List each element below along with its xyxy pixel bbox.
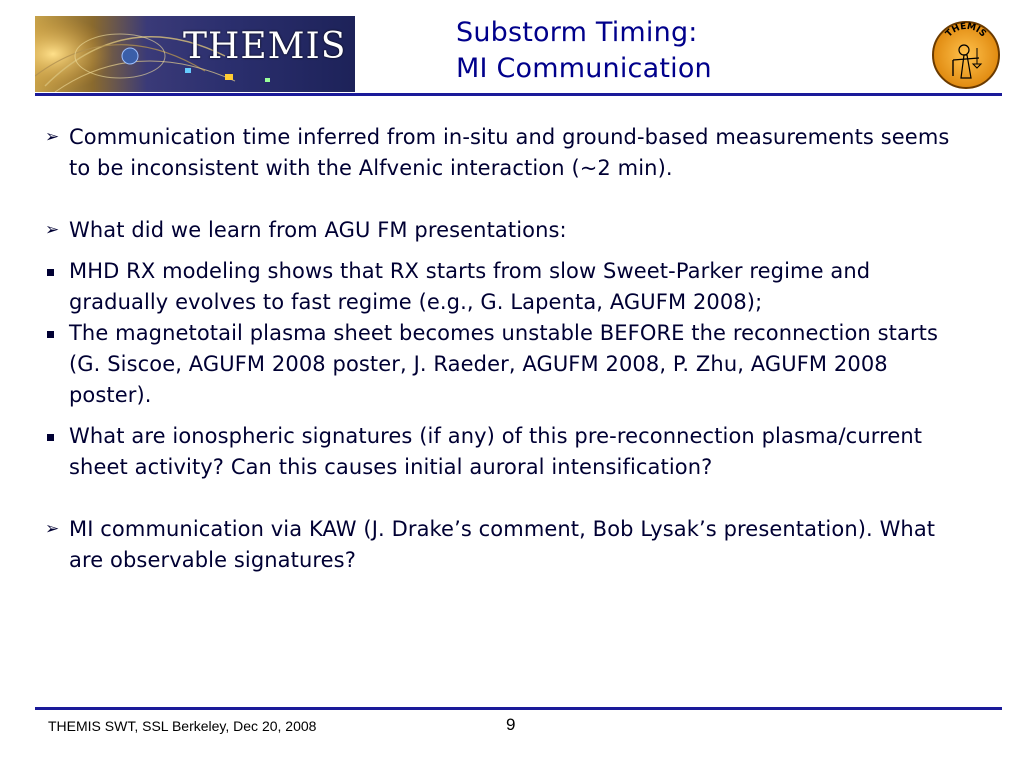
header-rule xyxy=(35,93,1002,96)
footer-rule xyxy=(35,707,1002,710)
slide-title xyxy=(456,15,712,87)
list-item xyxy=(45,318,975,411)
page-number: 9 xyxy=(506,715,516,734)
slide-body xyxy=(45,122,975,576)
themis-banner-image xyxy=(35,16,355,92)
square-bullet-icon xyxy=(47,269,54,276)
list-item xyxy=(45,421,975,483)
list-item-text: The magnetotail plasma sheet becomes unstable BEFORE the reconnection starts (G. Siscoe, AGUFM 2008 poster, J. Raeder, AGUFM 2008, P. Zhu, AGUFM 2008 poster). xyxy=(69,321,939,407)
square-bullet-icon xyxy=(47,434,54,441)
themis-logo xyxy=(931,20,1001,90)
list-item xyxy=(45,256,975,318)
list-item-text: MI communication via KAW (J. Drake’s comment, Bob Lysak’s presentation). What are observable signatures? xyxy=(69,517,936,572)
arrow-bullet-icon: ➢ xyxy=(45,220,60,240)
list-item-text: What are ionospheric signatures (if any) of this pre-reconnection plasma/current sheet activity? Can this causes initial auroral intensification? xyxy=(69,424,923,479)
list-item xyxy=(45,215,975,246)
list-item-text: What did we learn from AGU FM presentations: xyxy=(69,218,567,242)
list-item xyxy=(45,514,975,576)
slide-title-line2: MI Communication xyxy=(456,53,712,84)
arrow-bullet-icon: ➢ xyxy=(45,519,60,539)
square-bullet-icon xyxy=(47,331,54,338)
banner-title: THEMIS xyxy=(183,26,347,67)
arrow-bullet-icon: ➢ xyxy=(45,127,60,147)
list-item xyxy=(45,122,975,184)
slide-title-line1: Substorm Timing: xyxy=(456,17,698,48)
footer-text: THEMIS SWT, SSL Berkeley, Dec 20, 2008 xyxy=(48,718,317,734)
list-item-text: MHD RX modeling shows that RX starts from slow Sweet-Parker regime and gradually evolves to fast regime (e.g., G. Lapenta, AGUFM 2008); xyxy=(69,259,871,314)
logo-text: THEMIS xyxy=(944,21,988,40)
list-item-text: Communication time inferred from in-situ and ground-based measurements seems to be inconsistent with the Alfvenic interaction (~2 min). xyxy=(69,125,950,180)
